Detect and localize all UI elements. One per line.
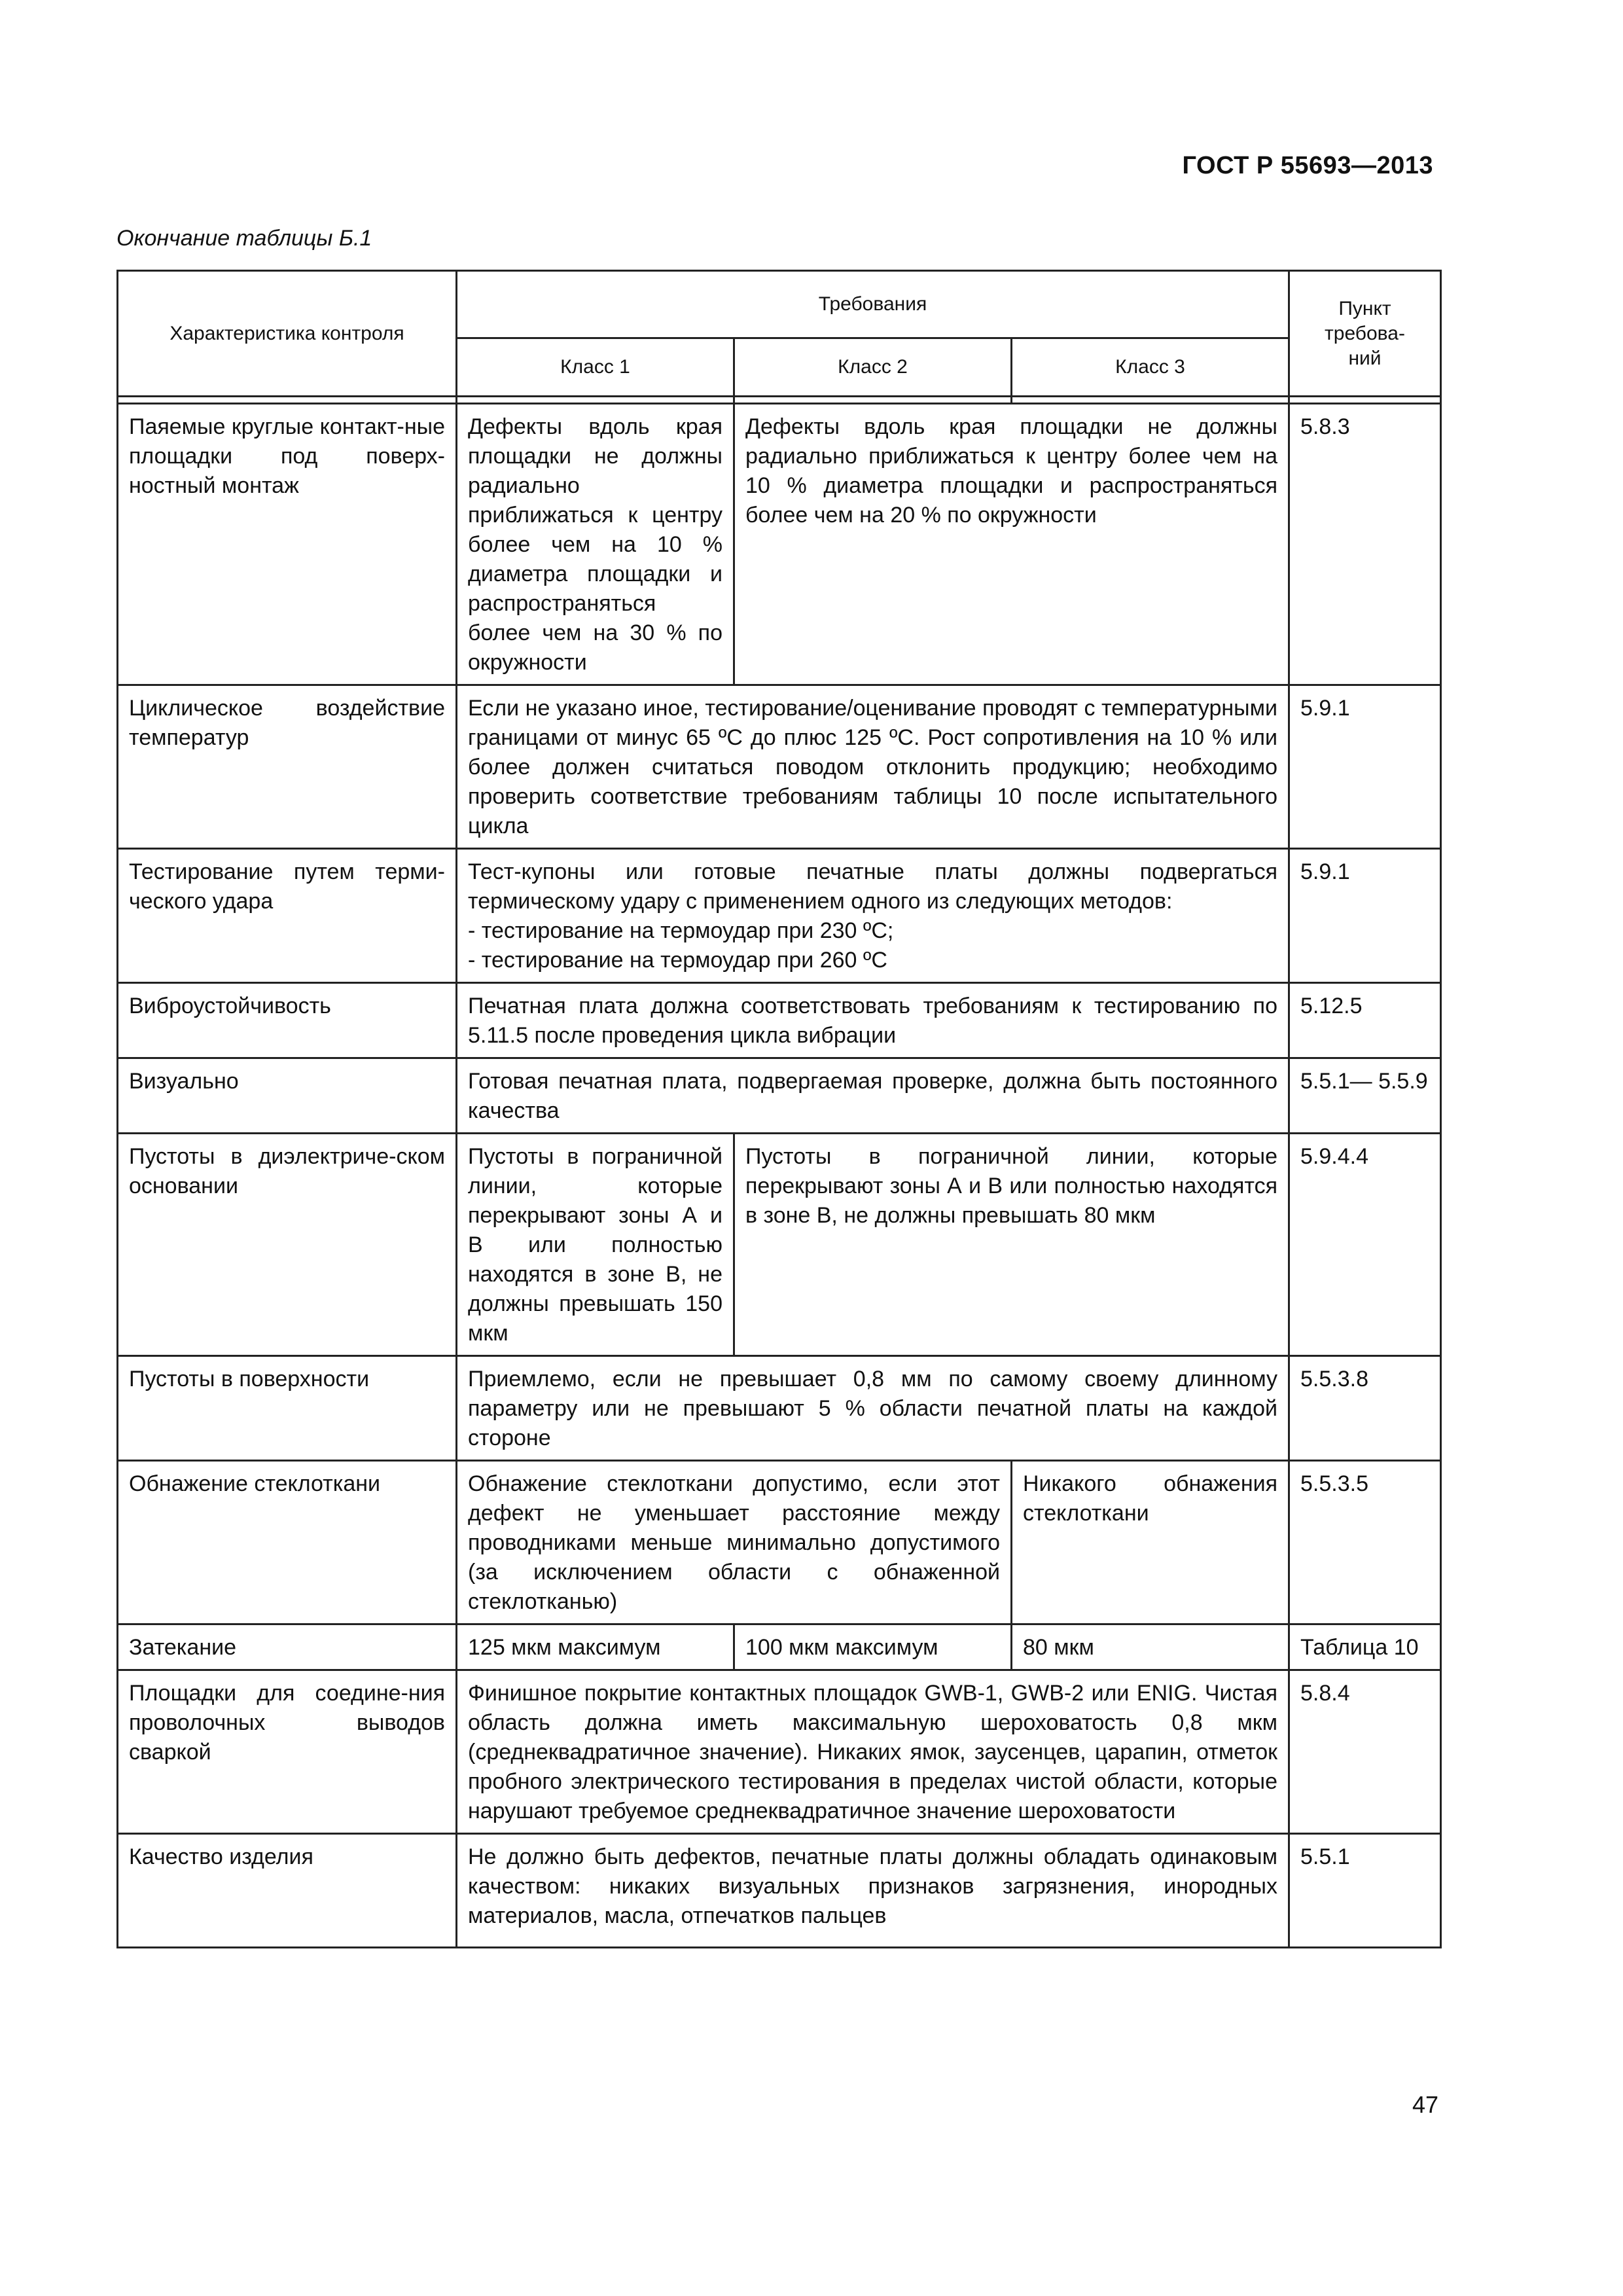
all-classes-cell: Не должно быть дефектов, печатные платы должны обладать одинаковым качеством: никаких визуальных признаков загрязнения, инородных материалов, масла, отпечатков пальцев [457,1834,1289,1948]
page-number: 47 [1412,2091,1438,2118]
clause-cell: 5.5.1— 5.5.9 [1289,1058,1441,1134]
header-clause-line: требова- [1325,322,1405,344]
class-1-cell: 125 мкм максимум [457,1624,734,1670]
table-row [118,1134,1441,1356]
requirement-list-item: - тестирование на термоудар при 230 ºС; [468,918,894,943]
header-requirements: Требования [457,271,1289,338]
requirements-table [116,270,1442,1948]
class-1-cell: Пустоты в пограничной линии, которые перекрывают зоны А и В или полностью находятся в зоне В, не должны превышать 150 мкм [457,1134,734,1356]
class-2-3-cell: Пустоты в пограничной линии, которые перекрывают зоны А и В или полностью находятся в зоне В, не должны превышать 80 мкм [734,1134,1289,1356]
characteristic-cell: Качество изделия [118,1834,457,1948]
all-classes-cell: Готовая печатная плата, подвергаемая проверке, должна быть постоянного качества [457,1058,1289,1134]
clause-cell: 5.12.5 [1289,983,1441,1058]
characteristic-cell: Циклическое воздействие температур [118,685,457,849]
table-row [118,849,1441,983]
table-row [118,1670,1441,1834]
characteristic-cell: Затекание [118,1624,457,1670]
all-classes-cell: Печатная плата должна соответствовать требованиям к тестированию по 5.11.5 после проведения цикла вибрации [457,983,1289,1058]
clause-cell: Таблица 10 [1289,1624,1441,1670]
table-row [118,1624,1441,1670]
clause-cell: 5.9.1 [1289,685,1441,849]
clause-cell: 5.5.3.8 [1289,1356,1441,1461]
characteristic-cell: Пустоты в диэлектриче-ском основании [118,1134,457,1356]
table-row [118,404,1441,685]
header-clause-line: ний [1348,347,1382,369]
table-row [118,685,1441,849]
class-3-cell: Никакого обнажения стеклоткани [1012,1461,1289,1624]
table-caption: Окончание таблицы Б.1 [116,226,372,251]
header-class-3: Класс 3 [1012,338,1289,397]
table-row [118,1461,1441,1624]
characteristic-cell: Обнажение стеклоткани [118,1461,457,1624]
clause-cell: 5.9.1 [1289,849,1441,983]
clause-cell: 5.5.1 [1289,1834,1441,1948]
all-classes-cell: Если не указано иное, тестирование/оценивание проводят с температурными границами от минус 65 ºС до плюс 125 ºС. Рост сопротивления на 10 % или более должен считаться поводом отклонить продукцию; необходимо проверить соответствие требованиям таблицы 10 после испытательного цикла [457,685,1289,849]
class-2-cell: 100 мкм максимум [734,1624,1012,1670]
class-1-2-cell: Обнажение стеклоткани допустимо, если этот дефект не уменьшает расстояние между проводниками меньше минимально допустимого (за исключением области с обнаженной стеклотканью) [457,1461,1012,1624]
characteristic-cell: Паяемые круглые контакт-ные площадки под поверх-ностный монтаж [118,404,457,685]
clause-cell: 5.8.4 [1289,1670,1441,1834]
class-2-3-cell: Дефекты вдоль края площадки не должны радиально приближаться к центру более чем на 10 % диаметра площадки и распространяться более чем на 20 % по окружности [734,404,1289,685]
standard-designation: ГОСТ Р 55693—2013 [1182,152,1433,179]
table-row [118,1058,1441,1134]
table-row [118,983,1441,1058]
requirement-text: Тест-купоны или готовые печатные платы должны подвергаться термическому удару с применением одного из следующих методов: [468,859,1277,914]
clause-cell: 5.9.4.4 [1289,1134,1441,1356]
clause-cell: 5.8.3 [1289,404,1441,685]
characteristic-cell: Пустоты в поверхности [118,1356,457,1461]
clause-cell: 5.5.3.5 [1289,1461,1441,1624]
characteristic-cell: Тестирование путем терми-ческого удара [118,849,457,983]
header-class-1: Класс 1 [457,338,734,397]
table-row [118,1834,1441,1948]
class-3-cell: 80 мкм [1012,1624,1289,1670]
characteristic-cell: Визуально [118,1058,457,1134]
all-classes-cell [457,849,1289,983]
requirement-list-item: - тестирование на термоудар при 260 ºС [468,948,887,973]
table-row [118,1356,1441,1461]
header-class-2: Класс 2 [734,338,1012,397]
characteristic-cell: Площадки для соедине-ния проволочных выводов сваркой [118,1670,457,1834]
characteristic-cell: Виброустойчивость [118,983,457,1058]
all-classes-cell: Финишное покрытие контактных площадок GWB-1, GWB-2 или ENIG. Чистая область должна иметь максимальную шероховатость 0,8 мкм (среднеквадратичное значение). Никаких ямок, заусенцев, царапин, отметок пробного электрического тестирования в пределах чистой области, которые нарушают требуемое среднеквадратичное значение шероховатости [457,1670,1289,1834]
class-1-cell: Дефекты вдоль края площадки не должны радиально приближаться к центру более чем на 10 % диаметра площадки и распространяться более чем на 30 % по окружности [457,404,734,685]
header-clause-line: Пункт [1338,297,1391,319]
header-characteristic: Характеристика контроля [118,271,457,397]
all-classes-cell: Приемлемо, если не превышает 0,8 мм по самому своему длинному параметру или не превышают 5 % области печатной платы на каждой стороне [457,1356,1289,1461]
header-clause [1289,271,1441,397]
